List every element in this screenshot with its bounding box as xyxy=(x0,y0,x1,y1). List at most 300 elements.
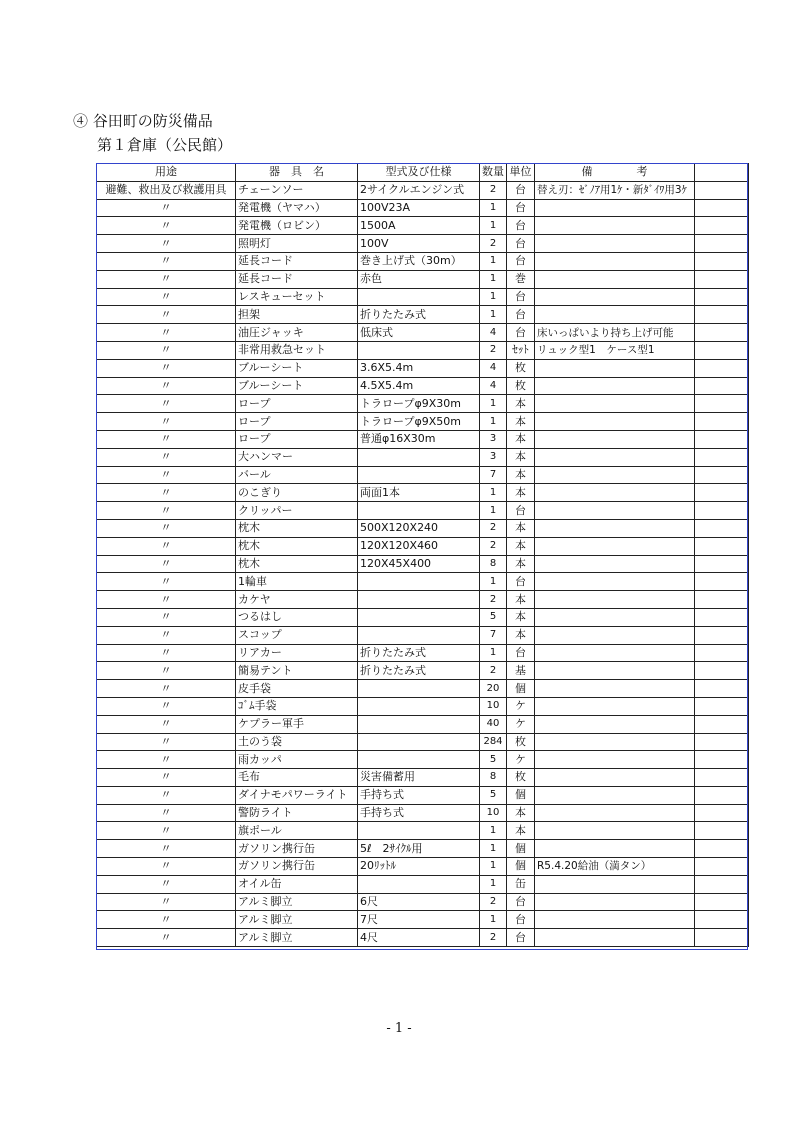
cell-name: 発電機（ヤマハ） xyxy=(236,199,358,217)
cell-extra xyxy=(695,252,749,270)
table-row xyxy=(97,252,749,270)
cell-spec xyxy=(358,875,480,893)
cell-notes xyxy=(535,502,695,520)
cell-name: リアカー xyxy=(236,644,358,662)
cell-extra xyxy=(695,715,749,733)
cell-name: ガソリン携行缶 xyxy=(236,858,358,876)
cell-extra xyxy=(695,573,749,591)
cell-notes xyxy=(535,306,695,324)
cell-notes xyxy=(535,680,695,698)
cell-notes: 替え刃：ｾﾞﾉｱ用1ｹ・新ﾀﾞｲﾜ用3ｹ xyxy=(535,181,695,199)
cell-notes xyxy=(535,270,695,288)
cell-use: 〃 xyxy=(97,430,236,448)
cell-extra xyxy=(695,537,749,555)
cell-use: 〃 xyxy=(97,929,236,947)
table-row xyxy=(97,306,749,324)
cell-use: 〃 xyxy=(97,519,236,537)
cell-unit: 台 xyxy=(507,324,535,342)
cell-unit: 本 xyxy=(507,626,535,644)
cell-qty: 1 xyxy=(480,875,507,893)
cell-use: 〃 xyxy=(97,199,236,217)
cell-qty: 2 xyxy=(480,893,507,911)
cell-spec xyxy=(358,341,480,359)
cell-name: 非常用救急セット xyxy=(236,341,358,359)
cell-notes xyxy=(535,591,695,609)
cell-use: 〃 xyxy=(97,484,236,502)
cell-spec xyxy=(358,751,480,769)
cell-unit: 台 xyxy=(507,306,535,324)
cell-spec: 3.6X5.4m xyxy=(358,359,480,377)
table-row xyxy=(97,199,749,217)
cell-spec: 災害備蓄用 xyxy=(358,769,480,787)
cell-use: 〃 xyxy=(97,324,236,342)
table-row xyxy=(97,235,749,253)
cell-extra xyxy=(695,786,749,804)
cell-qty: 1 xyxy=(480,252,507,270)
cell-spec xyxy=(358,448,480,466)
cell-use: 〃 xyxy=(97,591,236,609)
table-row xyxy=(97,858,749,876)
cell-qty: 2 xyxy=(480,341,507,359)
cell-name: バール xyxy=(236,466,358,484)
cell-notes xyxy=(535,519,695,537)
cell-notes xyxy=(535,786,695,804)
cell-use: 〃 xyxy=(97,573,236,591)
cell-unit: 台 xyxy=(507,235,535,253)
cell-use: 〃 xyxy=(97,555,236,573)
cell-name: スコップ xyxy=(236,626,358,644)
table-row xyxy=(97,822,749,840)
table-row xyxy=(97,217,749,235)
page-number: - 1 - xyxy=(386,1021,412,1036)
cell-spec xyxy=(358,680,480,698)
cell-extra xyxy=(695,199,749,217)
table-row xyxy=(97,519,749,537)
header-name: 器 具 名 xyxy=(236,164,358,182)
table-row xyxy=(97,929,749,947)
cell-unit: 台 xyxy=(507,252,535,270)
table-row xyxy=(97,448,749,466)
cell-spec: トラロープφ9X50m xyxy=(358,413,480,431)
cell-unit: 個 xyxy=(507,680,535,698)
cell-notes xyxy=(535,555,695,573)
cell-notes xyxy=(535,875,695,893)
cell-qty: 3 xyxy=(480,430,507,448)
cell-unit: 本 xyxy=(507,413,535,431)
cell-unit: 台 xyxy=(507,644,535,662)
table-row xyxy=(97,537,749,555)
table-row xyxy=(97,430,749,448)
page-subheading: 第１倉庫（公民館） xyxy=(97,136,233,154)
cell-name: 警防ライト xyxy=(236,804,358,822)
cell-name: つるはし xyxy=(236,608,358,626)
cell-unit: 台 xyxy=(507,181,535,199)
cell-spec xyxy=(358,697,480,715)
cell-qty: 2 xyxy=(480,519,507,537)
cell-use: 〃 xyxy=(97,288,236,306)
cell-qty: 1 xyxy=(480,502,507,520)
cell-name: アルミ脚立 xyxy=(236,893,358,911)
cell-spec xyxy=(358,288,480,306)
cell-extra xyxy=(695,875,749,893)
table-row xyxy=(97,786,749,804)
cell-unit: 本 xyxy=(507,519,535,537)
cell-qty: 1 xyxy=(480,199,507,217)
cell-qty: 1 xyxy=(480,822,507,840)
cell-use: 〃 xyxy=(97,804,236,822)
cell-name: 毛布 xyxy=(236,769,358,787)
cell-extra xyxy=(695,181,749,199)
cell-unit: 台 xyxy=(507,929,535,947)
cell-extra xyxy=(695,288,749,306)
cell-use: 〃 xyxy=(97,270,236,288)
cell-qty: 2 xyxy=(480,181,507,199)
cell-qty: 1 xyxy=(480,306,507,324)
cell-notes: R5.4.20給油（満タン） xyxy=(535,858,695,876)
table-row xyxy=(97,911,749,929)
cell-spec: 手持ち式 xyxy=(358,804,480,822)
cell-notes xyxy=(535,235,695,253)
cell-qty: 10 xyxy=(480,804,507,822)
cell-unit: 本 xyxy=(507,804,535,822)
cell-qty: 4 xyxy=(480,324,507,342)
cell-notes: リュック型1 ケース型1 xyxy=(535,341,695,359)
cell-notes xyxy=(535,537,695,555)
cell-extra xyxy=(695,377,749,395)
cell-name: 担架 xyxy=(236,306,358,324)
cell-unit: 個 xyxy=(507,858,535,876)
cell-notes xyxy=(535,804,695,822)
table-row xyxy=(97,288,749,306)
cell-extra xyxy=(695,911,749,929)
cell-name: 油圧ジャッキ xyxy=(236,324,358,342)
cell-name: ブルーシート xyxy=(236,377,358,395)
cell-spec: 6尺 xyxy=(358,893,480,911)
cell-spec: 4.5X5.4m xyxy=(358,377,480,395)
header-use: 用途 xyxy=(97,164,236,182)
cell-qty: 1 xyxy=(480,858,507,876)
cell-qty: 1 xyxy=(480,911,507,929)
cell-spec: 折りたたみ式 xyxy=(358,662,480,680)
cell-name: クリッパー xyxy=(236,502,358,520)
cell-name: ｺﾞﾑ手袋 xyxy=(236,697,358,715)
cell-spec: 1500A xyxy=(358,217,480,235)
cell-spec: 100V xyxy=(358,235,480,253)
cell-extra xyxy=(695,591,749,609)
cell-unit: 本 xyxy=(507,537,535,555)
cell-use: 〃 xyxy=(97,680,236,698)
cell-unit: 巻 xyxy=(507,270,535,288)
table-row xyxy=(97,181,749,199)
cell-notes xyxy=(535,573,695,591)
cell-extra xyxy=(695,413,749,431)
cell-extra xyxy=(695,608,749,626)
cell-unit: 基 xyxy=(507,662,535,680)
cell-qty: 4 xyxy=(480,377,507,395)
cell-use: 〃 xyxy=(97,893,236,911)
cell-use: 〃 xyxy=(97,662,236,680)
cell-notes xyxy=(535,217,695,235)
cell-spec: 普通φ16X30m xyxy=(358,430,480,448)
cell-spec xyxy=(358,573,480,591)
header-extra xyxy=(695,164,749,182)
cell-name: 照明灯 xyxy=(236,235,358,253)
cell-qty: 2 xyxy=(480,929,507,947)
table-row xyxy=(97,733,749,751)
cell-use: 〃 xyxy=(97,537,236,555)
cell-notes xyxy=(535,929,695,947)
cell-name: 枕木 xyxy=(236,537,358,555)
inventory-table xyxy=(96,163,749,947)
cell-unit: 台 xyxy=(507,217,535,235)
cell-qty: 3 xyxy=(480,448,507,466)
cell-unit: ｾｯﾄ xyxy=(507,341,535,359)
cell-qty: 8 xyxy=(480,769,507,787)
cell-spec xyxy=(358,733,480,751)
cell-extra xyxy=(695,341,749,359)
cell-notes xyxy=(535,822,695,840)
cell-name: アルミ脚立 xyxy=(236,911,358,929)
table-row xyxy=(97,840,749,858)
table-row xyxy=(97,769,749,787)
cell-name: ロープ xyxy=(236,430,358,448)
cell-use: 〃 xyxy=(97,697,236,715)
cell-qty: 1 xyxy=(480,270,507,288)
table-row xyxy=(97,644,749,662)
cell-spec xyxy=(358,715,480,733)
cell-spec: 手持ち式 xyxy=(358,786,480,804)
cell-extra xyxy=(695,929,749,947)
cell-notes xyxy=(535,430,695,448)
table-row xyxy=(97,626,749,644)
cell-extra xyxy=(695,751,749,769)
cell-use: 〃 xyxy=(97,235,236,253)
cell-extra xyxy=(695,858,749,876)
cell-extra xyxy=(695,822,749,840)
cell-name: ロープ xyxy=(236,413,358,431)
cell-name: ケプラー軍手 xyxy=(236,715,358,733)
cell-qty: 40 xyxy=(480,715,507,733)
cell-spec xyxy=(358,608,480,626)
cell-unit: 枚 xyxy=(507,769,535,787)
cell-spec: 120X120X460 xyxy=(358,537,480,555)
cell-notes xyxy=(535,252,695,270)
cell-notes: 床いっぱいより持ち上げ可能 xyxy=(535,324,695,342)
table-row xyxy=(97,324,749,342)
cell-qty: 7 xyxy=(480,626,507,644)
cell-use: 〃 xyxy=(97,448,236,466)
cell-extra xyxy=(695,840,749,858)
cell-unit: 本 xyxy=(507,466,535,484)
cell-unit: 個 xyxy=(507,786,535,804)
cell-unit: 本 xyxy=(507,608,535,626)
cell-name: 土のう袋 xyxy=(236,733,358,751)
cell-name: 皮手袋 xyxy=(236,680,358,698)
cell-extra xyxy=(695,697,749,715)
cell-spec: 折りたたみ式 xyxy=(358,644,480,662)
table-row xyxy=(97,484,749,502)
cell-use: 〃 xyxy=(97,341,236,359)
cell-notes xyxy=(535,608,695,626)
cell-qty: 2 xyxy=(480,235,507,253)
cell-use: 〃 xyxy=(97,626,236,644)
cell-use: 〃 xyxy=(97,502,236,520)
header-spec: 型式及び仕様 xyxy=(358,164,480,182)
cell-qty: 1 xyxy=(480,484,507,502)
cell-spec: 5ℓ 2ｻｲｸﾙ用 xyxy=(358,840,480,858)
cell-name: 旗ポール xyxy=(236,822,358,840)
cell-qty: 1 xyxy=(480,644,507,662)
table-row xyxy=(97,591,749,609)
cell-spec: 2サイクルエンジン式 xyxy=(358,181,480,199)
table-header-row xyxy=(97,164,749,182)
cell-extra xyxy=(695,306,749,324)
cell-unit: 枚 xyxy=(507,377,535,395)
cell-extra xyxy=(695,893,749,911)
cell-spec xyxy=(358,822,480,840)
cell-extra xyxy=(695,466,749,484)
cell-notes xyxy=(535,288,695,306)
cell-notes xyxy=(535,644,695,662)
cell-unit: 台 xyxy=(507,502,535,520)
table-row xyxy=(97,555,749,573)
cell-spec: トラロープφ9X30m xyxy=(358,395,480,413)
cell-spec: 折りたたみ式 xyxy=(358,306,480,324)
cell-use: 〃 xyxy=(97,377,236,395)
cell-unit: 本 xyxy=(507,591,535,609)
cell-spec: 7尺 xyxy=(358,911,480,929)
cell-name: 枕木 xyxy=(236,519,358,537)
cell-qty: 1 xyxy=(480,217,507,235)
cell-name: カケヤ xyxy=(236,591,358,609)
cell-extra xyxy=(695,769,749,787)
table-row xyxy=(97,502,749,520)
cell-use: 〃 xyxy=(97,306,236,324)
cell-notes xyxy=(535,662,695,680)
table-row xyxy=(97,341,749,359)
cell-use: 〃 xyxy=(97,858,236,876)
cell-notes xyxy=(535,911,695,929)
cell-notes xyxy=(535,733,695,751)
cell-use: 〃 xyxy=(97,751,236,769)
table-row xyxy=(97,608,749,626)
cell-qty: 10 xyxy=(480,697,507,715)
cell-unit: 枚 xyxy=(507,359,535,377)
cell-unit: 台 xyxy=(507,199,535,217)
cell-name: ブルーシート xyxy=(236,359,358,377)
cell-use: 〃 xyxy=(97,822,236,840)
cell-use: 〃 xyxy=(97,466,236,484)
cell-spec xyxy=(358,591,480,609)
cell-name: 延長コード xyxy=(236,252,358,270)
table-row xyxy=(97,680,749,698)
cell-use: 〃 xyxy=(97,840,236,858)
cell-unit: 個 xyxy=(507,840,535,858)
cell-name: チェーンソー xyxy=(236,181,358,199)
cell-qty: 1 xyxy=(480,840,507,858)
cell-extra xyxy=(695,324,749,342)
cell-extra xyxy=(695,217,749,235)
cell-use: 〃 xyxy=(97,733,236,751)
page-heading: ④ 谷田町の防災備品 xyxy=(73,112,213,130)
cell-spec: 100V23A xyxy=(358,199,480,217)
cell-unit: 本 xyxy=(507,822,535,840)
cell-spec xyxy=(358,502,480,520)
cell-name: レスキューセット xyxy=(236,288,358,306)
table-row xyxy=(97,715,749,733)
cell-unit: 台 xyxy=(507,288,535,306)
cell-unit: ケ xyxy=(507,751,535,769)
cell-spec: 両面1本 xyxy=(358,484,480,502)
table-row xyxy=(97,697,749,715)
cell-qty: 5 xyxy=(480,786,507,804)
cell-notes xyxy=(535,840,695,858)
cell-extra xyxy=(695,680,749,698)
table-row xyxy=(97,395,749,413)
cell-extra xyxy=(695,359,749,377)
cell-notes xyxy=(535,697,695,715)
header-qty: 数量 xyxy=(480,164,507,182)
table-row xyxy=(97,573,749,591)
cell-extra xyxy=(695,430,749,448)
cell-extra xyxy=(695,270,749,288)
cell-extra xyxy=(695,484,749,502)
cell-name: アルミ脚立 xyxy=(236,929,358,947)
cell-extra xyxy=(695,804,749,822)
cell-spec: 低床式 xyxy=(358,324,480,342)
header-notes: 備 考 xyxy=(535,164,695,182)
cell-spec xyxy=(358,626,480,644)
cell-notes xyxy=(535,448,695,466)
cell-extra xyxy=(695,733,749,751)
cell-notes xyxy=(535,715,695,733)
cell-qty: 4 xyxy=(480,359,507,377)
table-row xyxy=(97,466,749,484)
table-row xyxy=(97,804,749,822)
cell-notes xyxy=(535,395,695,413)
cell-notes xyxy=(535,377,695,395)
table-row xyxy=(97,662,749,680)
cell-qty: 1 xyxy=(480,413,507,431)
cell-notes xyxy=(535,893,695,911)
cell-notes xyxy=(535,199,695,217)
cell-name: ロープ xyxy=(236,395,358,413)
cell-unit: ケ xyxy=(507,697,535,715)
cell-qty: 1 xyxy=(480,395,507,413)
cell-use: 〃 xyxy=(97,359,236,377)
cell-qty: 1 xyxy=(480,573,507,591)
cell-extra xyxy=(695,502,749,520)
cell-use: 〃 xyxy=(97,875,236,893)
cell-qty: 20 xyxy=(480,680,507,698)
table-row xyxy=(97,359,749,377)
cell-notes xyxy=(535,413,695,431)
cell-extra xyxy=(695,395,749,413)
cell-qty: 8 xyxy=(480,555,507,573)
cell-qty: 1 xyxy=(480,288,507,306)
cell-spec: 500X120X240 xyxy=(358,519,480,537)
cell-extra xyxy=(695,448,749,466)
cell-use: 〃 xyxy=(97,715,236,733)
cell-use: 〃 xyxy=(97,608,236,626)
cell-qty: 284 xyxy=(480,733,507,751)
cell-spec: 4尺 xyxy=(358,929,480,947)
cell-qty: 2 xyxy=(480,591,507,609)
cell-extra xyxy=(695,662,749,680)
cell-extra xyxy=(695,235,749,253)
cell-name: のこぎり xyxy=(236,484,358,502)
cell-notes xyxy=(535,769,695,787)
